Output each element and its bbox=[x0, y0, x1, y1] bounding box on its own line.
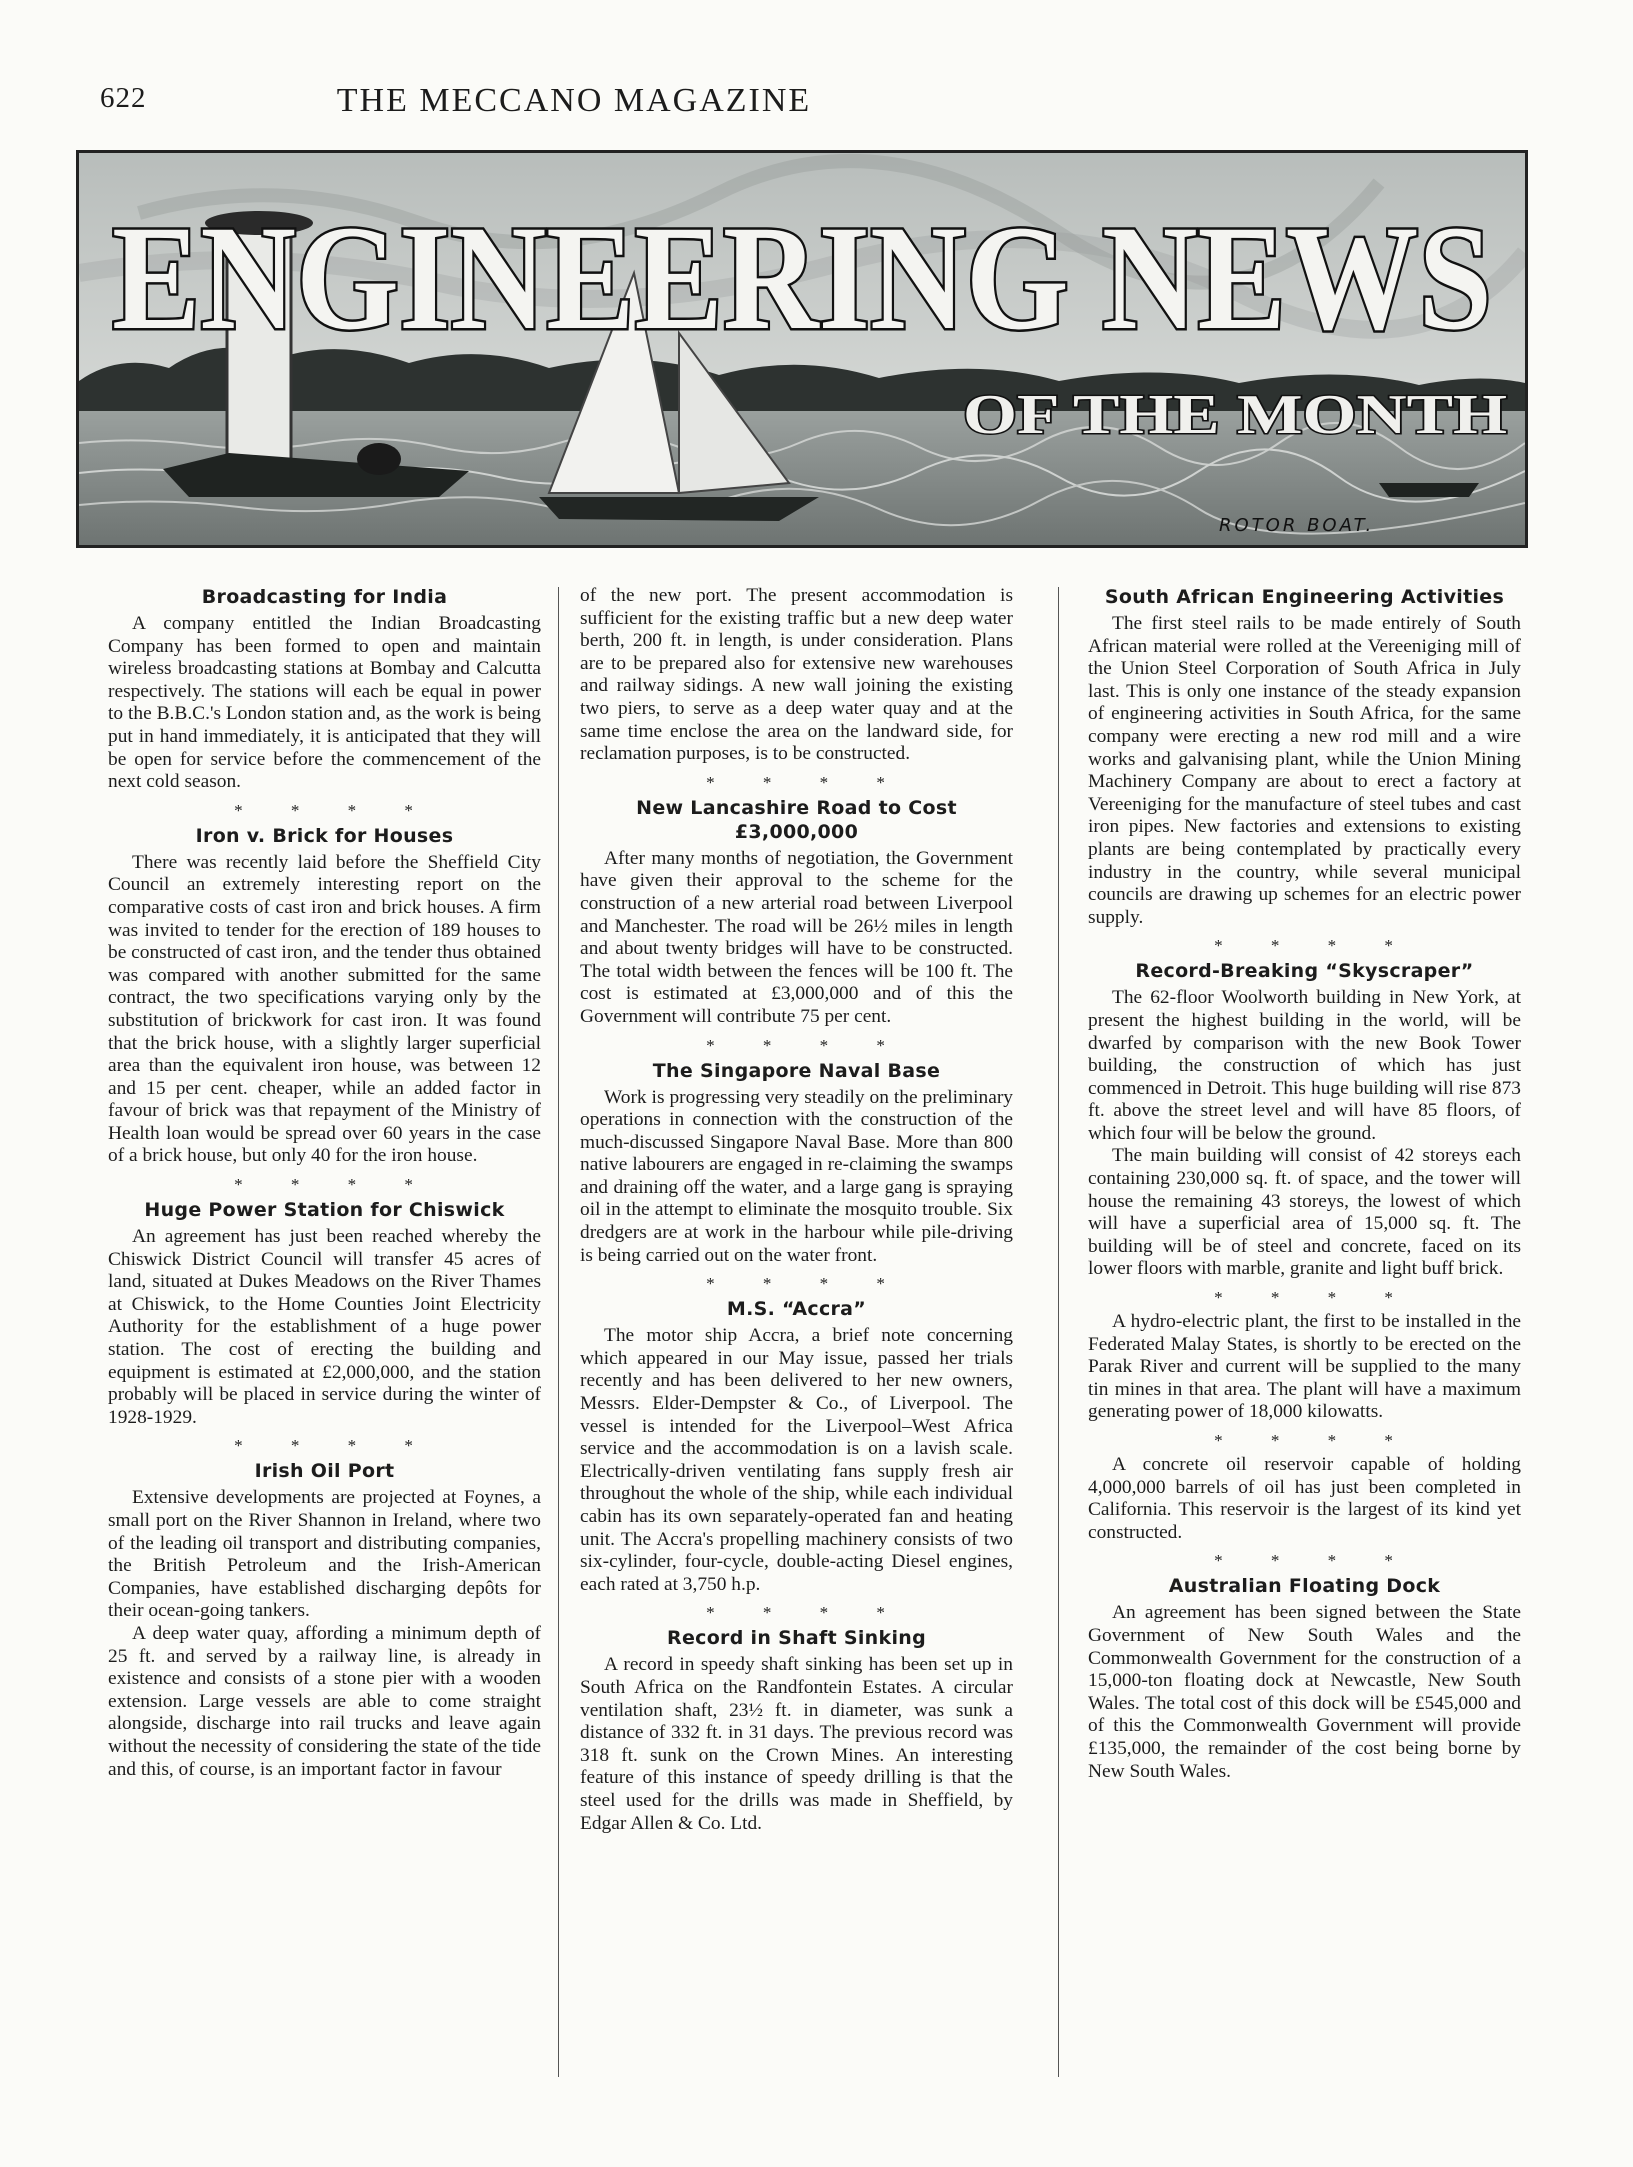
article-text: A deep water quay, affording a minimum depth of 25 ft. and served by a railway line, is already in existence and consists of a stone pier with a wooden extension. Large vessels are able to come straight alongside, discharge into rail trucks and leave again without the necessity of considering the state of the tide and this, of course, is an important factor in favour bbox=[108, 1622, 541, 1780]
page-number: 622 bbox=[100, 82, 147, 114]
article-text: A hydro-electric plant, the first to be installed in the Federated Malay States, is shortly to be erected on the Parak River and current will be supplied to the many tin mines in that area. The plant will have a maximum generating power of 18,000 kilowatts. bbox=[1088, 1311, 1521, 1423]
separator: * * * * bbox=[234, 1436, 435, 1456]
article-text: The main building will consist of 42 storeys each containing 230,000 sq. ft. of space, and the tower will house the remaining 43 storeys, the lowest of which will have a superficial area of 15,000 sq. ft. The building will be of steel and concrete, faced on its lower floors with marble, granite and light buff brick. bbox=[1088, 1145, 1521, 1280]
article-heading: South African Engineering Activities bbox=[1104, 586, 1505, 608]
article-columns bbox=[100, 585, 1530, 2085]
distant-rowboat bbox=[1379, 483, 1479, 497]
separator: * * * * bbox=[1214, 1431, 1415, 1450]
magazine-title: THE MECCANO MAGAZINE bbox=[336, 82, 812, 119]
article-text: Extensive developments are projected at Foynes, a small port on the River Shannon in Ireland, where two of the leading oil transport and distributing companies, the British Petroleum and the Irish-American Companies, have established discharging depôts for their ocean-going tankers. bbox=[108, 1487, 541, 1622]
article-heading: The Singapore Naval Base bbox=[652, 1059, 941, 1082]
article-text: The motor ship Accra, a brief note concerning which appeared in our May issue, passed her trials recently and has been delivered to her new owners, Messrs. Elder-Dempster & Co., of Liverpool. The vessel is intended for the Liverpool–West Africa service and the accommodation is on a lavish scale. Electrically-driven ventilating fans supply fresh air throughout the whole of the ship, while each individual cabin has its own separately-operated fan and heating unit. The Accra's propelling machinery consists of two six-cylinder, four-cycle, double-acting Diesel engines, each rated at 3,750 h.p. bbox=[580, 1325, 1013, 1595]
article-text: of the new port. The present accommodation is sufficient for the existing traffic but a new deep water berth, 200 ft. in length, is under consideration. Plans are to be prepared also for extensive new warehouses and railway sidings. A new wall joining the existing two piers, to serve as a deep water quay and at the same time enclose the area on the landward side, for reclamation purposes, is to be constructed. bbox=[580, 585, 1013, 765]
separator: * * * * bbox=[706, 1274, 907, 1294]
article-text: The first steel rails to be made entirely of South African material were rolled at the Vereeniging mill of the Union Steel Corporation of South Africa in July last. This is only one instance of the steady expansion of engineering activities in South Africa, for the same company were erecting a new rod mill and a wire works and galvanising plant, while the Union Mining Machinery Company are about to erect a factory at Vereeniging for the manufacture of steel tubes and cast iron pipes. New factories and extensions to existing plants are being contemplated by practically every industry in the country, while several municipal councils are drawing up schemes for an electric power supply. bbox=[1088, 613, 1521, 928]
article-text: There was recently laid before the Sheffield City Council an extremely interesting report on the comparative costs of cast iron and brick houses. A firm was invited to tender for the erection of 189 houses to be constructed of cast iron, and the tender thus obtained was compared with another submitted for the same contract, the two specifications varying only by the substitution of brickwork for cast iron. It was found that the brick house, with a slightly larger superficial area than the equivalent iron house, was between 12 and 15 per cent. cheaper, while an added factor in favour of brick was that repayment of the Ministry of Health loan would be spread over 60 years in the case of a brick house, but only 40 for the iron house. bbox=[108, 851, 541, 1167]
article-heading: Record-Breaking “Skyscraper” bbox=[1135, 960, 1474, 983]
column-3 bbox=[1088, 585, 1521, 2085]
separator: * * * * bbox=[706, 772, 907, 792]
page-header bbox=[100, 82, 1048, 126]
article-text: Work is progressing very steadily on the preliminary operations in connection with the construction of the much-discussed Singapore Naval Base. More than 800 native labourers are engaged in re-claiming the swamps and draining off the water, and a large gang is spraying oil in the attempt to eliminate the mosquito trouble. Six dredgers are at work in the harbour while pile-driving is being carried out on the water front. bbox=[580, 1086, 1013, 1266]
separator: * * * * bbox=[1214, 1288, 1415, 1308]
separator: * * * * bbox=[234, 800, 435, 820]
separator: * * * * bbox=[1214, 1551, 1415, 1571]
article-text: A record in speedy shaft sinking has been set up in South Africa on the Randfontein Estates. A circular ventilation shaft, 23½ ft. in diameter, was sunk a distance of 332 ft. in 31 days. The previous record was 318 ft. sunk on the Crown Mines. An interesting feature of this instance of speedy drilling is that the steel used for the drills was made in Sheffield, by Edgar Allen & Co. Ltd. bbox=[580, 1654, 1013, 1834]
banner-illustration bbox=[76, 150, 1528, 548]
article-heading: Huge Power Station for Chiswick bbox=[144, 1199, 505, 1222]
column-2 bbox=[580, 585, 1013, 2085]
separator: * * * * bbox=[706, 1035, 907, 1055]
separator: * * * * bbox=[706, 1603, 907, 1623]
banner-title: ENGINEERING NEWS bbox=[112, 195, 1492, 361]
article-text: After many months of negotiation, the Government have given their approval to the scheme for the construction of a new arterial road between Liverpool and Manchester. The road will be 26½ miles in length and about twenty bridges will have to be constructed. The total width between the fences will be 100 ft. The cost is estimated at £3,000,000 and of this the Government will contribute 75 per cent. bbox=[580, 847, 1013, 1027]
column-1 bbox=[108, 585, 541, 2085]
column-divider bbox=[558, 587, 559, 2077]
article-text: An agreement has been signed between the State Government of New South Wales and the Commonwealth Government for the construction of a 15,000-ton floating dock at Newcastle, New South Wales. The total cost of this dock will be £545,000 and of this the Commonwealth Government will provide £135,000, the remainder of the cost being borne by New South Wales. bbox=[1088, 1602, 1521, 1782]
separator: * * * * bbox=[234, 1175, 435, 1195]
article-heading: New Lancashire Road to Cost £3,000,000 bbox=[636, 796, 957, 843]
article-heading: Iron v. Brick for Houses bbox=[195, 824, 454, 847]
separator: * * * * bbox=[1214, 936, 1415, 956]
article-text: A company entitled the Indian Broadcasting Company has been formed to open and maintain wireless broadcasting stations at Bombay and Calcutta respectively. The stations will each be equal in power to the B.B.C.'s London station and, as the work is being put in hand immediately, it is anticipated that they will be open for service before the commencement of the next cold season. bbox=[108, 613, 541, 793]
article-heading: M.S. “Accra” bbox=[726, 1298, 867, 1321]
banner-svg bbox=[79, 153, 1525, 545]
article-heading: Irish Oil Port bbox=[254, 1460, 395, 1483]
article-text: An agreement has just been reached whereby the Chiswick District Council will transfer 45 acres of land, situated at Dukes Meadows on the River Thames at Chiswick, to the Home Counties Joint Electricity Authority for the establishment of a huge power station. The cost of erecting the building and equipment is estimated at £2,000,000, and the station probably will be placed in service during the winter of 1928-1929. bbox=[108, 1226, 541, 1428]
column-divider bbox=[1058, 587, 1059, 2077]
banner-subtitle: OF THE MONTH bbox=[963, 384, 1507, 446]
article-text: The 62-floor Woolworth building in New York, at present the highest building in the world, will be dwarfed by comparison with the new Book Tower building, the construction of which has just commenced in Detroit. This huge building will rise 873 ft. above the street level and will have 85 floors, of which four will be below the ground. bbox=[1088, 987, 1521, 1144]
banner-caption: ROTOR BOAT. bbox=[1219, 515, 1375, 536]
article-heading: Broadcasting for India bbox=[201, 586, 448, 608]
article-heading: Australian Floating Dock bbox=[1168, 1575, 1441, 1598]
article-heading: Record in Shaft Sinking bbox=[667, 1627, 926, 1650]
article-text: A concrete oil reservoir capable of holding 4,000,000 barrels of oil has just been completed in California. This reservoir is the largest of its kind yet constructed. bbox=[1088, 1454, 1521, 1543]
